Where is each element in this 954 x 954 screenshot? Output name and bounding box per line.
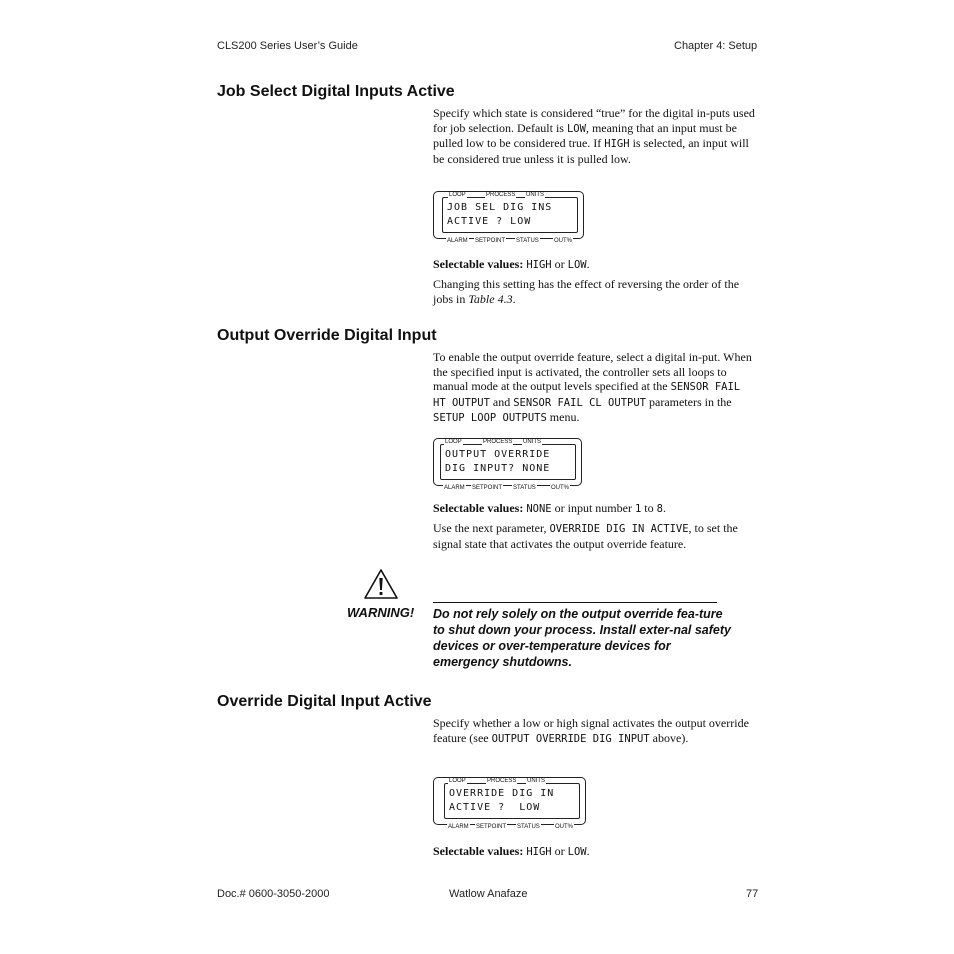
- lcd-label-loop: LOOP: [449, 192, 466, 198]
- override-active-selectable-values: Selectable values: HIGH or LOW.: [433, 844, 590, 858]
- warning-label: WARNING!: [347, 605, 415, 620]
- footer-doc-number: Doc.# 0600-3050-2000: [217, 888, 330, 900]
- output-override-selectable-values: Selectable values: NONE or input number 1 to 8.: [433, 501, 666, 515]
- lcd-label-loop: LOOP: [449, 778, 466, 784]
- running-header-chapter: Chapter 4: Setup: [674, 40, 758, 52]
- running-header-title: CLS200 Series User’s Guide: [217, 40, 358, 52]
- lcd-label-alarm: ALARM: [448, 824, 469, 830]
- job-select-note: Changing this setting has the effect of reversing the order of the jobs in Table 4.3.: [433, 277, 740, 306]
- lcd-label-out: OUT%: [554, 238, 572, 244]
- lcd-frame: [433, 191, 584, 239]
- footer-company: Watlow Anafaze: [449, 888, 528, 900]
- lcd-label-status: STATUS: [517, 824, 540, 830]
- lcd-line-1: OVERRIDE DIG IN: [449, 788, 555, 799]
- warning-triangle-icon: [363, 568, 399, 600]
- lcd-line-1: OUTPUT OVERRIDE: [445, 449, 551, 460]
- job-select-selectable-values: Selectable values: HIGH or LOW.: [433, 257, 590, 271]
- lcd-label-status: STATUS: [513, 485, 536, 491]
- lcd-label-units: UNITS: [527, 778, 545, 784]
- lcd-label-alarm: ALARM: [447, 238, 468, 244]
- lcd-line-2: ACTIVE ? LOW: [449, 802, 541, 813]
- output-override-note: Use the next parameter, OVERRIDE DIG IN ACTIVE, to set the signal state that activates the output override feature.: [433, 521, 738, 551]
- lcd-line-1: JOB SEL DIG INS: [447, 202, 553, 213]
- lcd-screen: [444, 783, 580, 819]
- lcd-screen: [442, 197, 578, 233]
- lcd-screen: [440, 444, 576, 480]
- lcd-line-2: DIG INPUT? NONE: [445, 463, 551, 474]
- lcd-label-units: UNITS: [523, 439, 541, 445]
- section-heading-override-active: Override Digital Input Active: [217, 693, 432, 710]
- footer-page-number: 77: [746, 888, 759, 900]
- lcd-label-setpoint: SETPOINT: [476, 824, 507, 830]
- lcd-line-2: ACTIVE ? LOW: [447, 216, 532, 227]
- lcd-label-status: STATUS: [516, 238, 539, 244]
- warning-text: Do not rely solely on the output override fea-ture to shut down your process. Install exter-nal safety devices or over-temperature devices for emergency shutdowns.: [433, 607, 731, 669]
- lcd-label-alarm: ALARM: [444, 485, 465, 491]
- section-heading-job-select: Job Select Digital Inputs Active: [217, 83, 455, 100]
- warning-rule: [433, 602, 717, 603]
- lcd-label-setpoint: SETPOINT: [475, 238, 506, 244]
- lcd-frame: [433, 438, 582, 486]
- lcd-label-process: PROCESS: [487, 778, 517, 784]
- lcd-label-units: UNITS: [526, 192, 544, 198]
- output-override-description: To enable the output override feature, select a digital in-put. When the specified input is activated, the controller sets all loops to manual mode at the output levels specified at the SENSOR FAIL HT OUTPUT and SENSOR FAIL CL OUTPUT parameters in the SETUP LOOP OUTPUTS menu.: [433, 350, 752, 424]
- lcd-frame: [433, 777, 586, 825]
- lcd-label-loop: LOOP: [445, 439, 462, 445]
- lcd-label-process: PROCESS: [483, 439, 513, 445]
- override-active-description: Specify whether a low or high signal activates the output override feature (see OUTPUT OVERRIDE DIG INPUT above).: [433, 716, 749, 745]
- lcd-label-out: OUT%: [555, 824, 573, 830]
- job-select-description: Specify which state is considered “true” for the digital in-puts used for job selection. Default is LOW, meaning that an input must be pulled low to be considered true. If HIGH is selected, an input will be considered true unless it is pulled low.: [433, 106, 755, 166]
- lcd-label-process: PROCESS: [486, 192, 516, 198]
- section-heading-output-override: Output Override Digital Input: [217, 327, 437, 344]
- lcd-label-out: OUT%: [551, 485, 569, 491]
- lcd-label-setpoint: SETPOINT: [472, 485, 503, 491]
